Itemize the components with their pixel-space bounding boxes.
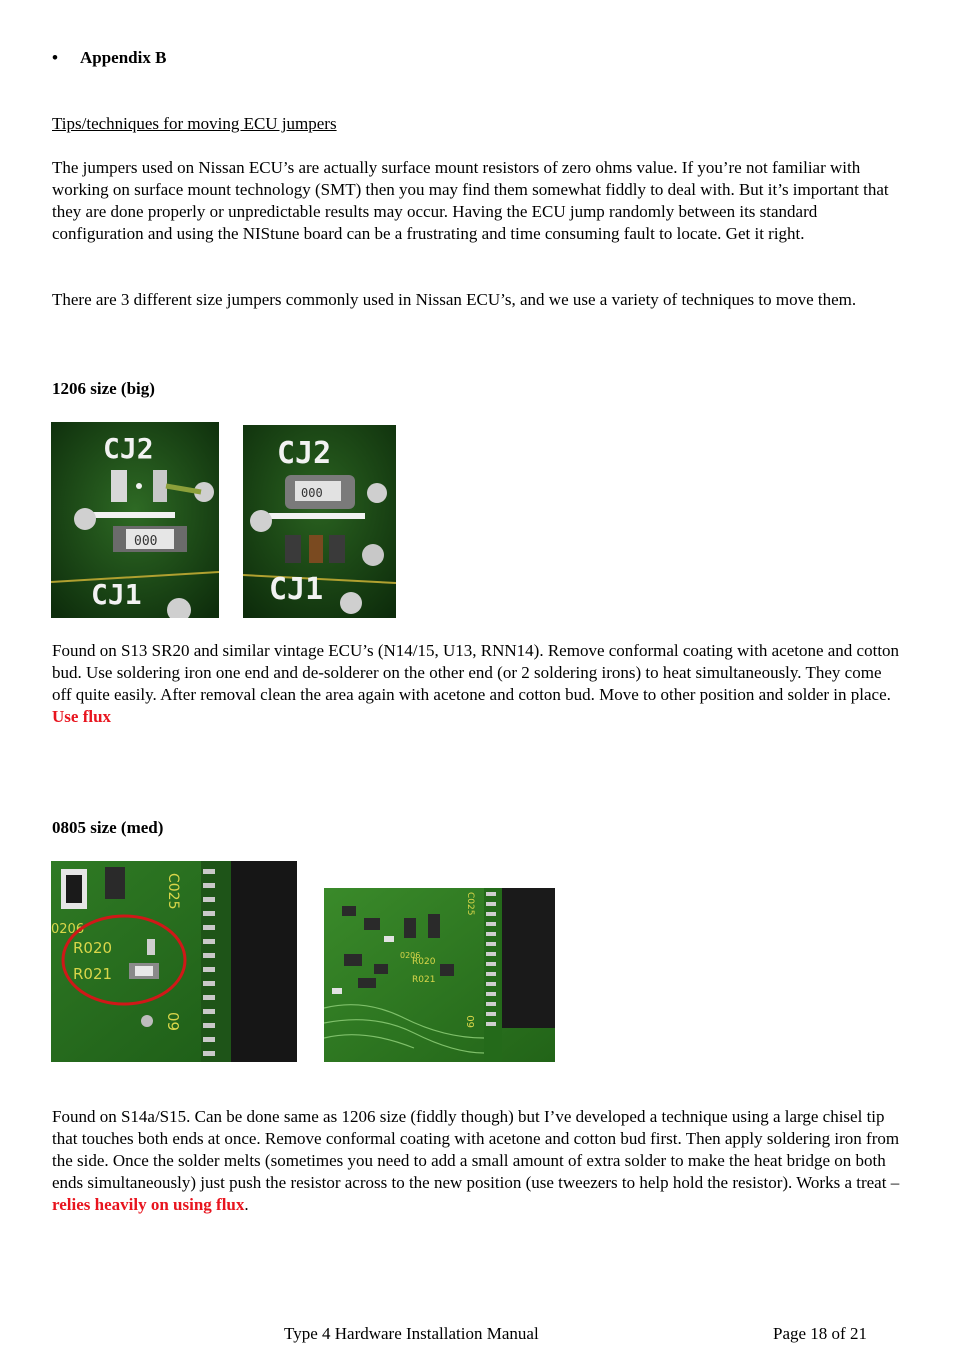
silk-label-c025: C025 <box>165 873 181 910</box>
silk-label-0206: 0206 <box>400 951 421 960</box>
silk-label-c025: C025 <box>465 892 475 916</box>
silk-label-cj1: CJ1 <box>269 572 324 607</box>
chip-marking: 000 <box>134 534 158 549</box>
chip-marking: 000 <box>301 486 323 500</box>
paragraph-0805-end: . <box>244 1195 249 1214</box>
appendix-heading <box>52 47 166 69</box>
silk-label-cj2: CJ2 <box>103 432 154 465</box>
paragraph-1206 <box>52 640 902 728</box>
bullet-icon: • <box>52 48 58 67</box>
appendix-title: Appendix B <box>80 48 167 67</box>
silk-label-r020: R020 <box>73 939 113 957</box>
silk-label-60: 60 <box>466 1015 477 1028</box>
heading-0805: 0805 size (med) <box>52 818 164 837</box>
silk-label-0206: 0206 <box>51 922 85 937</box>
photo-1206-after <box>243 425 396 618</box>
photo-0805-overview <box>324 888 555 1062</box>
photo-1206-before <box>51 422 219 618</box>
silk-label-r020: R020 <box>412 957 436 967</box>
footer-title: Type 4 Hardware Installation Manual <box>284 1324 539 1343</box>
silk-label-60: 60 <box>165 1011 183 1031</box>
intro-paragraph: The jumpers used on Nissan ECU’s are actually surface mount resistors of zero ohms value. If you’re not familiar with working on surface mount technology (SMT) then you may find them somewhat fiddly to deal with. But it’s important that they are done properly or unpredictable results may occur. Having the ECU jump randomly between its standard configuration and using the NIStune board can be a frustrating and time consuming fault to locate. Get it right. <box>52 158 889 243</box>
emphasis-relies-on-flux: relies heavily on using flux <box>52 1195 245 1214</box>
heading-1206: 1206 size (big) <box>52 379 155 398</box>
intro-paragraph-2: There are 3 different size jumpers commonly used in Nissan ECU’s, and we use a variety of techniques to move them. <box>52 290 857 309</box>
paragraph-1206-text: Found on S13 SR20 and similar vintage ECU’s (N14/15, U13, RNN14). Remove conformal coating with acetone and cotton bud. Use soldering iron one end and de-solderer on the other end (or 2 soldering irons) to heat simultaneously. They come off quite easily. After removal clean the area again with acetone and cotton bud. Move to other position and solder in place. <box>52 641 900 704</box>
silk-label-r021: R021 <box>73 965 113 983</box>
silk-label-r021: R021 <box>412 975 436 985</box>
section-subtitle: Tips/techniques for moving ECU jumpers <box>52 114 337 133</box>
silk-label-cj2: CJ2 <box>277 436 332 471</box>
footer-page-number: Page 18 of 21 <box>773 1324 867 1343</box>
emphasis-use-flux: Use flux <box>52 707 112 726</box>
photo-0805-closeup <box>51 861 297 1062</box>
paragraph-0805 <box>52 1106 902 1216</box>
paragraph-0805-text: Found on S14a/S15. Can be done same as 1206 size (fiddly though) but I’ve developed a technique using a large chisel tip that touches both ends at once. Remove conformal coating with acetone and cotton bud first. Then apply soldering iron from the side. Once the solder melts (sometimes you need to add a small amount of extra solder to make the heat bridge on both ends simultaneously) just push the resistor across to the new position (use tweezers to help hold the resistor). Works a treat – <box>52 1107 900 1192</box>
silk-label-cj1: CJ1 <box>91 578 142 611</box>
